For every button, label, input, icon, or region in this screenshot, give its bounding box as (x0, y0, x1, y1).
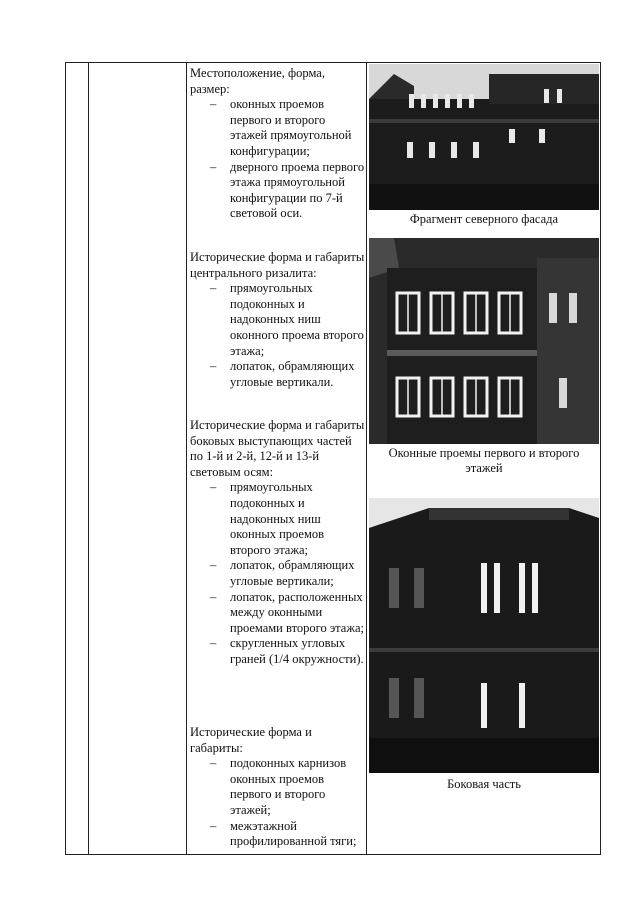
dash-marker: – (210, 159, 217, 174)
block-heading: Исторические форма и габариты центрального ризалита: (190, 250, 365, 280)
list-item: – дверного проема первого этажа прямоугольной конфигурации по 7-й световой оси. (210, 159, 365, 221)
windows-photo (369, 238, 599, 444)
dash-marker: – (210, 281, 217, 296)
table-left-border (65, 62, 66, 855)
list-item: – оконных проемов первого и второго этажей прямоугольной конфигурации; (210, 97, 352, 158)
block-heading: Исторические форма и габариты: (190, 725, 312, 755)
list-item: – прямоугольных подоконных и надоконных ниш оконных проемов второго этажа; (210, 480, 325, 557)
dash-marker: – (210, 818, 217, 833)
dash-marker: – (210, 480, 217, 495)
dash-marker: – (210, 636, 217, 651)
text-block-cornices (190, 725, 365, 850)
list-item: – межэтажной профилированной тяги; (210, 818, 357, 849)
dash-marker: – (210, 359, 217, 374)
list-item: – подоконных карнизов оконных проемов первого и второго этажей; (210, 756, 347, 817)
table-bottom-border (65, 854, 601, 855)
dash-marker: – (210, 97, 217, 112)
text-block-side-parts (190, 418, 365, 668)
north-facade-photo (369, 64, 599, 210)
dash-marker: – (210, 756, 217, 771)
list-item: – лопаток, расположенных между оконными проемами второго этажа; (210, 589, 365, 635)
dash-marker: – (210, 589, 217, 604)
table-column-divider-3 (366, 62, 367, 855)
list-item: – прямоугольных подоконных и надоконных ниш оконного проема второго этажа; (210, 281, 364, 358)
caption-windows: Оконные проемы первого и второго этажей (388, 446, 580, 475)
table-top-border (65, 62, 601, 63)
block-heading: Исторические форма и габариты боковых выступающих частей по 1-й и 2-й, 12-й и 13-й световым осям: (190, 418, 365, 479)
table-column-divider-1 (88, 62, 89, 855)
dash-marker: – (210, 558, 217, 573)
text-block-location (190, 66, 365, 222)
list-item: – лопаток, обрамляющих угловые вертикали; (210, 558, 355, 588)
table-right-border (600, 62, 601, 855)
side-part-photo (369, 498, 599, 773)
text-block-central-risalit (190, 250, 365, 390)
caption-north-facade: Фрагмент северного фасада (409, 212, 559, 226)
caption-side-part: Боковая часть (447, 777, 521, 791)
list-item: – лопаток, обрамляющих угловые вертикали. (210, 359, 355, 389)
table-column-divider-2 (186, 62, 187, 855)
block-heading: Местоположение, форма, размер: (190, 66, 325, 96)
list-item: – скругленных угловых граней (1/4 окружности). (210, 636, 364, 666)
